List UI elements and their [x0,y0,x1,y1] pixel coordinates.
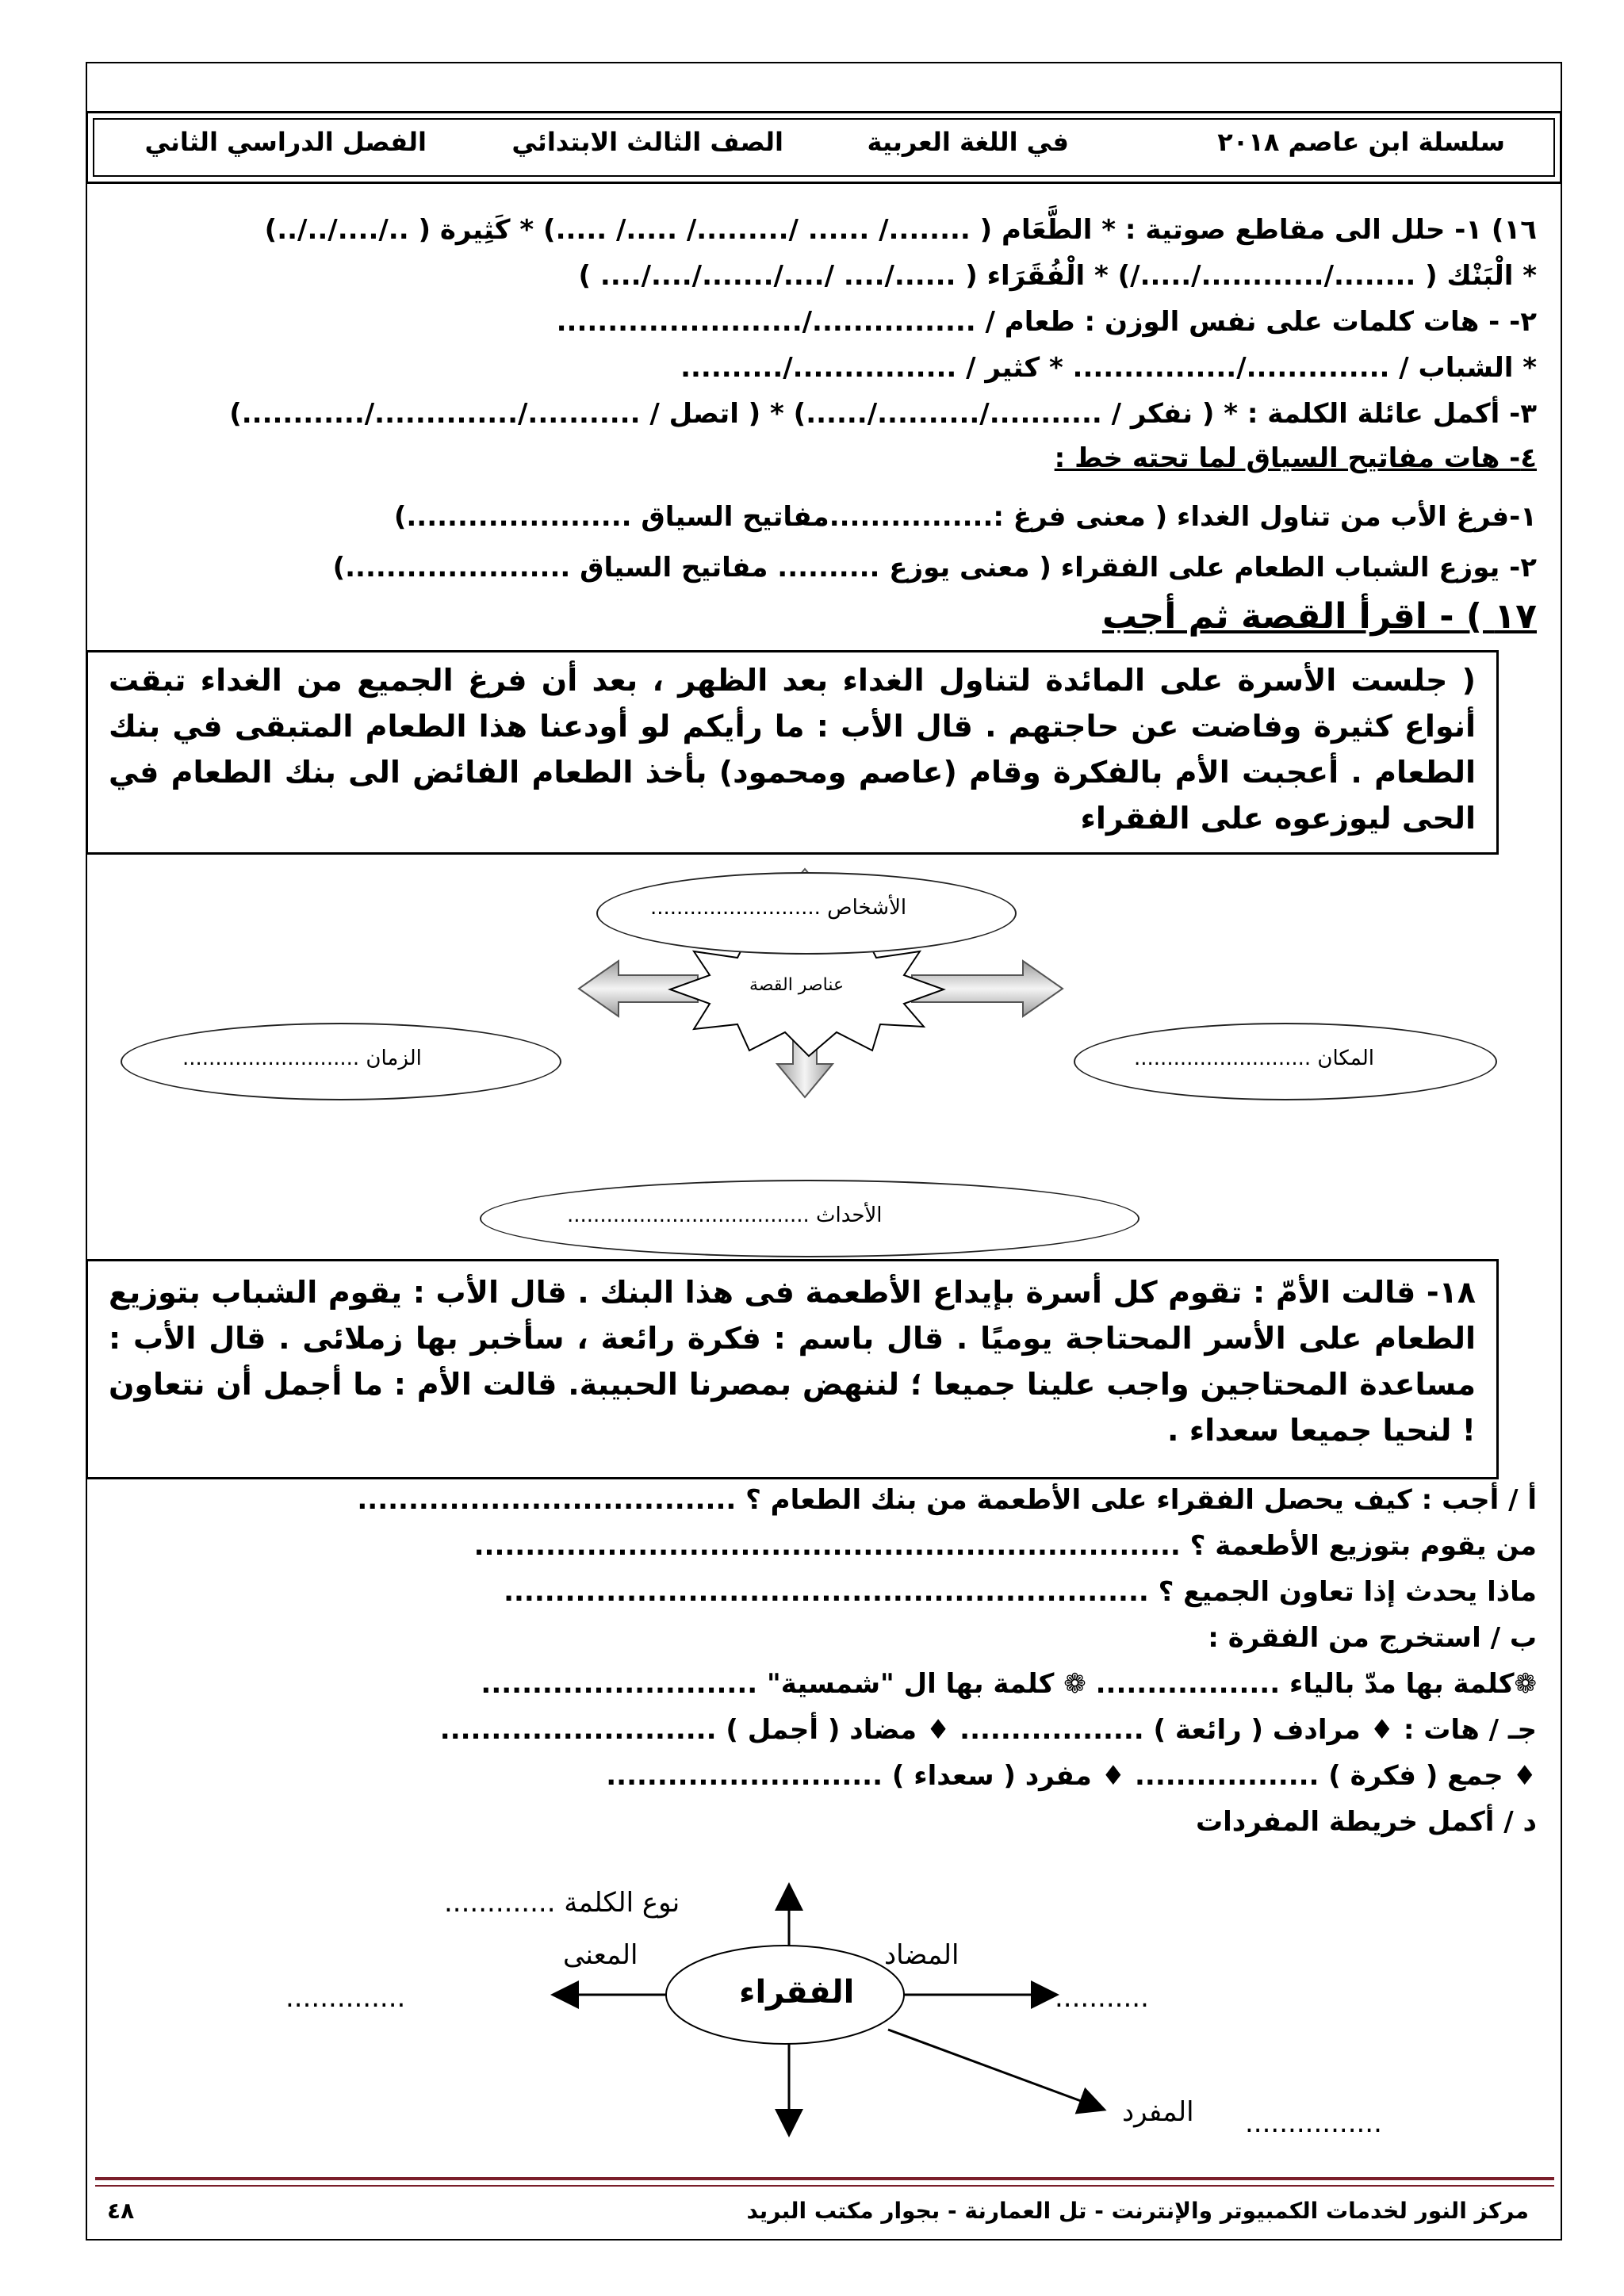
persons-label: الأشخاص .......................... [650,896,907,920]
page-number: ٤٨ [107,2198,135,2224]
header-series: سلسلة ابن عاصم ٢٠١٨ [1217,127,1505,157]
q18-story-box [86,1259,1499,1479]
q16-line2: * الْبَنْك ( ......../............/...../) * الْفُقَرَاء ( ....../.... /..../......./..../.... ) [578,260,1537,292]
q16-line1: ١٦) ١- حلل الى مقاطع صوتية : * الطَّعَام ( ......../ ...... /........./ ...../ .....) * كَثِيرة ( ../..../../..) [264,214,1537,246]
events-label: الأحداث ..................................... [567,1203,883,1227]
map-blank-right: ........... [1055,1982,1149,2014]
map-blank-left: .............. [285,1982,406,2014]
q18-a1: أ / أجب : كيف يحصل الفقراء على الأطعمة من بنك الطعام ؟ ..................................... [357,1484,1537,1516]
time-label: الزمان ........................... [182,1047,422,1070]
vocabulary-map [0,1871,1624,2188]
header-term: الفصل الدراسي الثاني [144,127,427,157]
header-subject: في اللغة العربية [867,127,1069,157]
q16-line5: ٣- أكمل عائلة الكلمة : * ( نفكر / .........../........../......) * ( اتصل / .........../............../............) [229,398,1537,430]
map-word-type: نوع الكلمة ............. [444,1887,680,1919]
q18-story-text: ١٨- قالت الأمّ : تقوم كل أسرة بإيداع الأطعمة فى هذا البنك . قال الأب : يقوم الشباب بتوزيع الطعام على الأسر المحتاجة يوميًا . قال باسم : فكرة رائعة ، سأخبر بها زملائى . قال الأب : مساعدة المحتاجين واجب علينا جميعا ؛ لننهض بمصرنا الحبيبة. قالت الأم : ما أجمل أن نتعاون ! لنحيا جميعا سعداء . [109,1275,1476,1448]
q18-a2: من يقوم بتوزيع الأطعمة ؟ ..................................................................... [473,1530,1537,1562]
header-grade: الصف الثالث الابتدائي [511,127,783,157]
q16-item1: ١-فرغ الأب من تناول الغداء ( معنى فرغ :................مفاتيح السياق ......................) [393,501,1537,533]
q16-line3: ٢- - هات كلمات على نفس الوزن : طعام / ................/........................ [556,306,1537,338]
map-singular: المفرد [1122,2096,1194,2128]
story-elements-center-label: عناصر القصة [749,975,845,995]
q18-c1: جـ / هات : ♦ مرادف ( رائعة ) .................. ♦ مضاد ( أجمل ) ........................... [439,1714,1537,1746]
map-meaning: المعنى [563,1939,638,1971]
map-blank-bottom: ................ [1245,2107,1382,2139]
map-opposite: المضاد [884,1939,959,1971]
q17-story-box [86,650,1499,855]
footer-rule [95,2177,1554,2180]
footer-rule-thin [95,2185,1554,2187]
q18-d: د / أكمل خريطة المفردات [1195,1806,1537,1838]
q16-item2: ٢- يوزع الشباب الطعام على الفقراء ( معنى يوزع .......... مفاتيح السياق ......................) [332,552,1537,584]
q18-a3: ماذا يحدث إذا تعاون الجميع ؟ ............................................................... [504,1576,1537,1608]
q16-line6: ٤- هات مفاتيح السياق لما تحته خط : [1054,442,1537,474]
footer-text: مركز النور لخدمات الكمبيوتر والإنترنت - تل العمارنة - بجوار مكتب البريد [746,2198,1529,2224]
q17-title: ١٧ ) - اقرأ القصة ثم أجب [1101,596,1537,637]
map-arrow-diagonal-icon [888,2030,1102,2109]
place-label: المكان ........................... [1134,1047,1374,1070]
q16-line4: * الشباب / ............../................ * كثير / ................/.......... [680,352,1537,384]
map-center-label: الفقراء [739,1974,855,2011]
q18-b: ب / استخرج من الفقرة : [1208,1622,1537,1654]
q18-c2: ♦ جمع ( فكرة ) .................. ♦ مفرد ( سعداء ) ........................... [606,1760,1537,1792]
q17-story-text: ( جلست الأسرة على المائدة لتناول الغداء بعد الظهر ، بعد أن فرغ الجميع من الغداء تبقت أنواع كثيرة وفاضت عن حاجتهم . قال الأب : ما رأيكم لو أودعنا هذا الطعام المتبقى في بنك الطعام . أعجبت الأم بالفكرة وقام (عاصم ومحمود) بأخذ الطعام الفائض الى بنك الطعام في الحى ليوزعوه على الفقراء [109,663,1476,836]
q18-b1: ❁كلمة بها مدّ بالياء .................. ❁ كلمة بها ال "شمسية" ........................... [481,1668,1537,1700]
